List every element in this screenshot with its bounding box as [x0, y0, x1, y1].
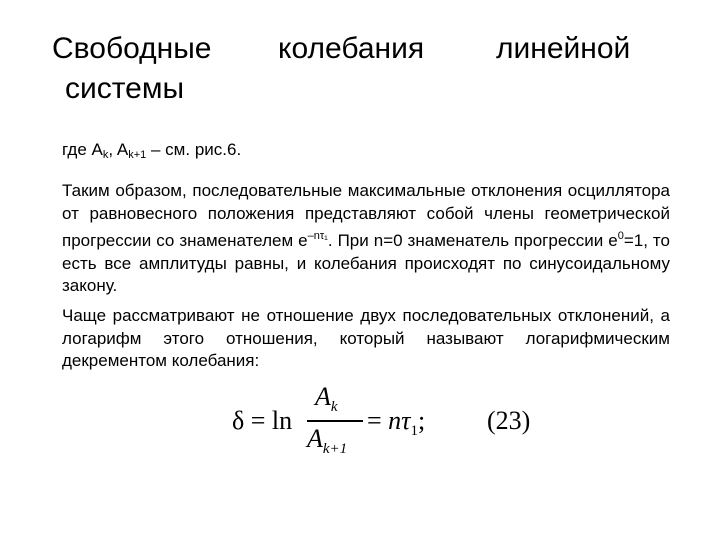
formula-right: = $n\tau_1$; [367, 406, 426, 440]
paragraph-1-part-1: Таким образом, последовательные максимальные отклонения осциллятора от равновесного положения представляют собой члены геометрической прогрессии со знаменателем e [62, 181, 670, 250]
paragraph-2: Чаще рассматривают не отношение двух последовательных отклонений, а логарифм этого отношения, который называют логарифмическим декрементом колебания: [62, 306, 670, 370]
where-sub-2: k+1 [128, 149, 147, 161]
where-sub-1: k [102, 149, 109, 161]
formula-denominator: $A_{k+1}$ [307, 424, 348, 458]
paragraph-1 [62, 180, 670, 298]
paragraph-1-exponent-2: 0 [617, 230, 624, 242]
title-word-4: системы [65, 72, 185, 105]
title-word-2: колебания [278, 32, 425, 65]
title-word-3: линейной [496, 32, 631, 65]
formula-number: (23) [487, 406, 531, 435]
where-line [62, 140, 241, 161]
formula-left: δ = ln [232, 406, 293, 435]
title-word-1: Свободные [52, 32, 212, 65]
where-prefix: где A [62, 140, 103, 159]
fraction-bar [307, 420, 363, 422]
where-mid: , A [108, 140, 129, 159]
formula-23 [232, 382, 552, 462]
where-suffix: – см. рис.6. [146, 140, 242, 159]
paragraph-1-exponent-1: –nτ₁ [307, 230, 328, 242]
paragraph-1-part-3: =1, то есть все амплитуды равны, и колебания происходят по синусоидальному закону. [62, 231, 670, 295]
paragraph-1-part-2: . При n=0 знаменатель прогрессии e [327, 231, 618, 250]
formula-numerator: $A_k$ [315, 382, 338, 416]
